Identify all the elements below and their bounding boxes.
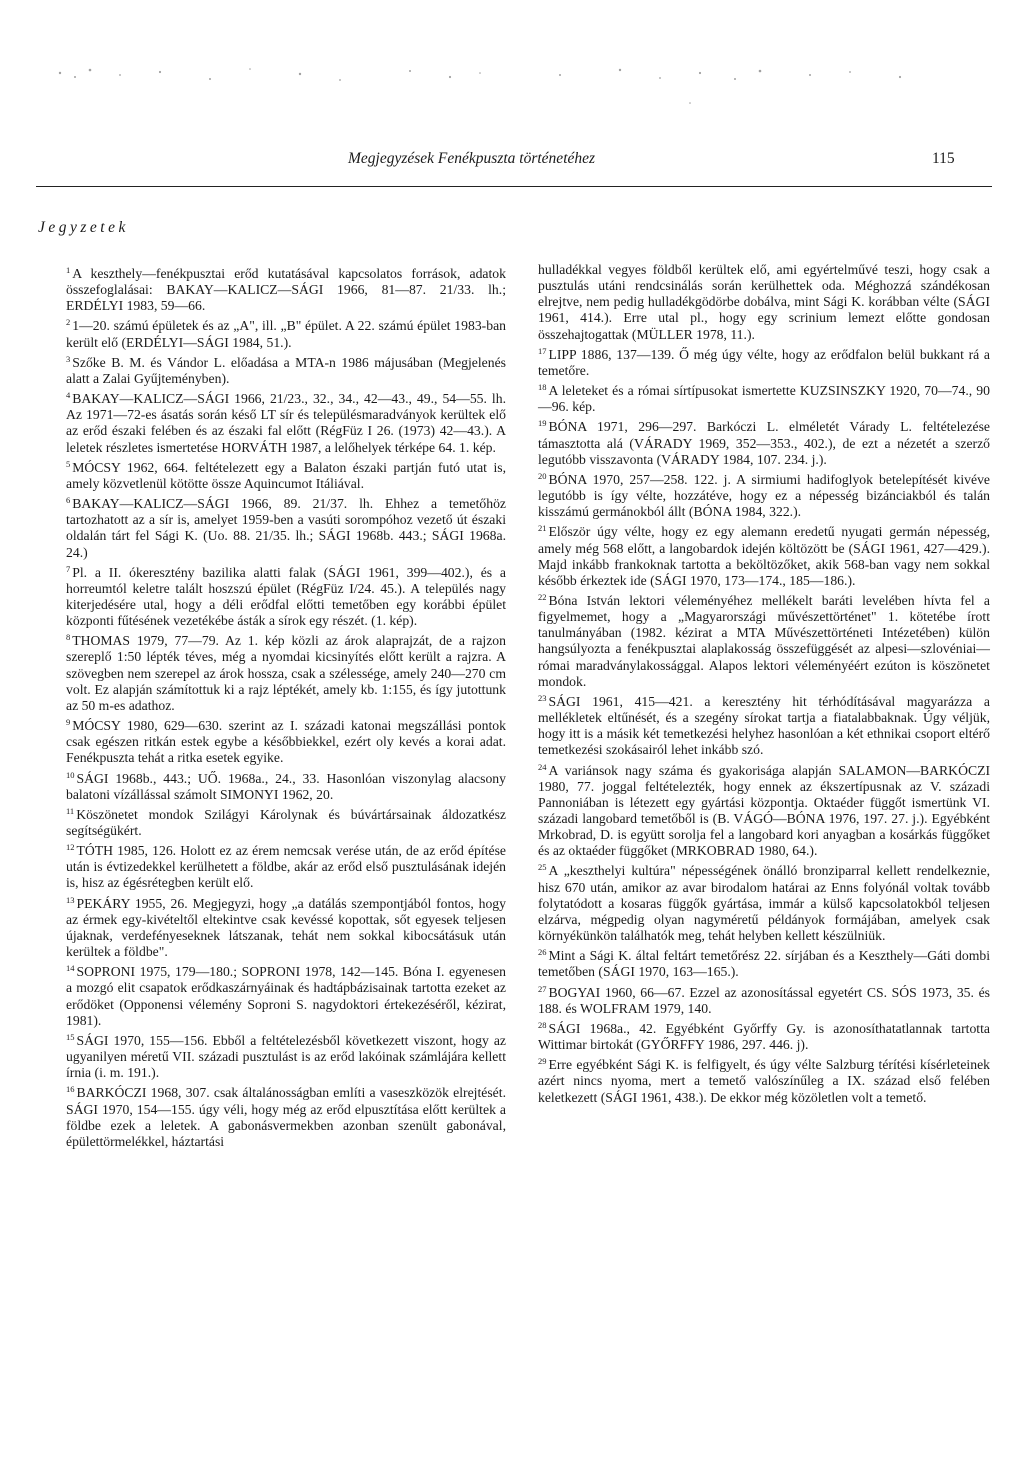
footnote-number: 10 — [66, 769, 75, 780]
footnote-text: BAKAY—KALICZ—SÁGI 1966, 89. 21/37. lh. Ehhez a temetőhöz tartozhatott az a sír is, amelyet 1959-ben a vasúti sorompóhoz vezető út északi oldalán tárt fel Sági K. (Uo. 88. 21/35. lh.; SÁGI 1968b. 443.; SÁGI 1968a. 24.) — [66, 496, 506, 560]
footnote — [66, 839, 506, 891]
footnote-number: 2 — [66, 317, 71, 328]
footnote — [66, 714, 506, 766]
footnote-text: A leleteket és a római sírtípusokat ismertette KUZSINSZKY 1920, 70—74., 90—96. kép. — [538, 383, 990, 415]
footnote-number: 1 — [66, 265, 71, 275]
left-column — [66, 262, 506, 1150]
footnote-number: 6 — [66, 495, 71, 506]
footnote — [538, 944, 990, 980]
footnote-number: 11 — [66, 805, 75, 816]
footnote-text: BARKÓCZI 1968, 307. csak általánosságban említi a vaseszközök elrejtését. SÁGI 1970, 154—155. úgy véli, hogy még az erőd elpusztítása előtt kerültek a földbe ezek a leletek. A gabonásvermekben azonban szenült gabonával, épülettörmelékkel, háztartási — [66, 1085, 506, 1149]
footnote-number: 14 — [66, 963, 75, 974]
footnote — [538, 859, 990, 944]
footnote-text: SÁGI 1961, 415—421. a keresztény hit térhódításával magyarázza a mellékletek eltűnését, és a szegény sírokat tartja a fiatalabbaknak. Úgy véljük, hogy itt is a másik két temetkezési helyhez hasonlóan a két ethnikai csoport eltérő temetkezési szokásairól lehet inkább szó. — [538, 693, 990, 758]
footnote-text: TÓTH 1985, 126. Holott ez az érem nemcsak verése után, de az erőd építése után is évtizedekkel kerülhetett a földbe, akár az erőd első pusztulásának idején is, hisz az égésrétegben került elő. — [66, 843, 506, 891]
footnote-text: A keszthely—fenékpusztai erőd kutatásával kapcsolatos források, adatok összefoglalásai: BAKAY—KALICZ—SÁGI 1966, 81—87. 21/33. lh.; ERDÉLYI 1983, 59—66. — [66, 266, 506, 314]
scan-noise-band — [0, 55, 1024, 115]
footnote — [66, 767, 506, 803]
footnote — [66, 314, 506, 350]
footnote — [66, 629, 506, 714]
footnote-number: 26 — [538, 947, 547, 958]
footnote-text: Mint a Sági K. által feltárt temetőrész 22. sírjában és a Keszthely—Gáti dombi temetőben (SÁGI 1970, 163—165.). — [538, 948, 990, 980]
footnote — [538, 520, 990, 589]
footnote-text: A „keszthelyi kultúra" népességének önálló bronziparral kellett rendelkeznie, hisz 670 után, amikor az avar birodalom határai az Enns folyónál voltak tovább folytatódott a kosaras függők gyártása, immár a külső kapcsolatokból teljesen elzárva, mégpedig olyan nagyméretű példányok formájában, amelyek csak környékünkön találhatók meg, tehát helyben kellett készülniük. — [538, 863, 990, 944]
footnote-text: hulladékkal vegyes földből kerültek elő, ami egyértelművé teszi, hogy csak a pusztulás utáni rendcsinálás során kerülhettek oda. Méghozzá szándékosan elrejtve, nem pedig hulladékgödörbe dobálva, mint Sági K. korábban vélte (SÁGI 1961, 414.). Erre utal pl., hogy egy scrinium lemezt előtte gondosan összehajtogattak (MÜLLER 1978, 11.). — [538, 262, 990, 342]
footnote-text: BÓNA 1971, 296—297. Barkóczi L. elméletét Várady L. feltételezése támasztotta alá (VÁRADY 1969, 352—353., 402.), de ezt a nézetét a szerző legutóbb visszavonta (VÁRADY 1984, 107. 234. j.). — [538, 419, 990, 467]
footnote-text: BAKAY—KALICZ—SÁGI 1966, 21/23., 32., 34., 42—43., 49., 54—55. lh. Az 1971—72-es ásatás során késő LT sír és településmaradványok kerültek elő az erőd északi felében és az északi fal előtt (RégFüz I 26. (1973) 42—43.). A leletek részletes ismertetése HORVÁTH 1987, a lelőhelyek térképe 64. 1. kép. — [66, 391, 506, 455]
page-header — [0, 150, 1024, 176]
footnote-text: THOMAS 1979, 77—79. Az 1. kép közli az árok alaprajzát, de a rajzon szereplő 1:50 lépték téves, még a nyomdai kicsinyítés előtt került a rajzra. A szövegben nem szerepel az árok hossza, csak a szélessége, amely 240—270 cm volt. Ez alapján számítottuk ki a rajz léptékét, amely kb. 1:155, és így jutottunk az 50 m-es adathoz. — [66, 633, 506, 713]
running-title: Megjegyzések Fenékpuszta történetéhez — [348, 150, 596, 167]
footnote-text: Szőke B. M. és Vándor L. előadása a MTA-n 1986 májusában (Megjelenés alatt a Zalai Gyűjteményben). — [66, 354, 506, 386]
footnote — [538, 468, 990, 520]
footnote — [66, 1081, 506, 1150]
footnote-text: A variánsok nagy száma és gyakorisága alapján SALAMON—BARKÓCZI 1980, 77. joggal feltételezték, hogy ennek az ékszertípusnak az V. századi Pannoniában is létezett egy gyártási központja. Oktaéder függőt ismertünk VI. századi langobard temetőből is (B. VÁGÓ—BÓNA 1976, 197. 27. j.). Egyébként Mrkobrad, D. is együtt sorolja fel a langobard kori anyagban a kosárkás függőket és az oktaéder függőket (MRKOBRAD 1980, 64.). — [538, 762, 990, 859]
footnote — [66, 561, 506, 630]
footnote-number: 20 — [538, 470, 547, 481]
footnote — [66, 803, 506, 839]
footnote-number: 8 — [66, 632, 71, 643]
footnote-number: 25 — [538, 862, 547, 873]
footnote-number: 12 — [66, 842, 75, 853]
footnote-number: 17 — [538, 345, 547, 356]
footnote — [538, 759, 990, 860]
footnote-number: 27 — [538, 983, 547, 994]
footnote-text: Köszönetet mondok Szilágyi Károlynak és búvártársainak áldozatkész segítségükért. — [66, 806, 506, 838]
footnote-text: MÓCSY 1962, 664. feltételezett egy a Balaton északi partján futó utat is, amely közvetlenül kötötte össze Aquincumot Itáliával. — [66, 459, 506, 491]
footnote-number: 16 — [66, 1084, 75, 1095]
footnote-number: 7 — [66, 563, 71, 574]
footnote — [538, 1053, 990, 1105]
footnote-text: BOGYAI 1960, 66—67. Ezzel az azonosítással egyetért CS. SÓS 1973, 35. és 188. és WOLFRAM 1979, 140. — [538, 984, 990, 1016]
footnote-number: 19 — [538, 418, 547, 429]
footnote — [66, 387, 506, 456]
section-heading: Jegyzetek — [38, 219, 129, 236]
page-number: 115 — [932, 150, 955, 167]
footnote — [538, 379, 990, 415]
footnote — [66, 351, 506, 387]
footnote — [538, 415, 990, 467]
footnote-number: 4 — [66, 390, 71, 401]
footnote-number: 13 — [66, 894, 75, 905]
footnote-text: Először úgy vélte, hogy ez egy alemann eredetű nyugati germán népesség, amely még 568 előtt, a langobardok idején költözött be (SÁGI 1961, 427—429.). Majd inkább frankoknak tartotta a beköltözőket, akik 568-ban vagy nem sokkal később érkeztek ide (SÁGI 1970, 173—174., 185—186.). — [538, 524, 990, 588]
footnote — [66, 262, 506, 314]
footnote-text: Bóna István lektori véleményéhez mellékelt baráti levelében hívta fel a figyelmemet, hogy a „Magyarországi művészettörténet" 1. kötetébe írott tanulmányában (1982. kézirat a MTA Művészettörténeti Intézetében) külön hangsúlyozta a fenékpusztai alaplakosság összefüggését az alpesi—szlovéniai—római maradványlakossággal. Alapos lektori véleményéért ezúton is köszönetet mondok. — [538, 592, 990, 689]
footnote-text: Erre egyébként Sági K. is felfigyelt, és úgy vélte Salzburg térítési kísérleteinek azért nincs nyoma, mert a temető valószínűleg a IX. század első felében keletkezett (SÁGI 1961, 438.). De ekkor még közöletlen volt a temető. — [538, 1057, 990, 1105]
scan-noise-graphic — [0, 55, 1024, 115]
footnote-number: 9 — [66, 717, 71, 728]
footnote — [66, 1029, 506, 1081]
footnote-text: MÓCSY 1980, 629—630. szerint az I. századi katonai megszállási pontok csak egészen ritkán estek egybe a későbbiekkel, ezért oly kevés a korai adat. Fenékpuszta tehát a ritka esetek egyike. — [66, 718, 506, 766]
footnote-text: Pl. a II. ókeresztény bazilika alatti falak (SÁGI 1961, 399—402.), és a horreumtól keletre talált hoszszú épület (RégFüz I/24. 45.). A település nagy kiterjedésére utal, hogy a déli erődfal előtti temetőben egy korábbi épület központi fűtésének vezetékébe ásták a sírok egy részét. (1. kép). — [66, 564, 506, 629]
footnote-text: SOPRONI 1975, 179—180.; SOPRONI 1978, 142—145. Bóna I. egyenesen a mozgó elit csapatok erődkaszárnyáinak és hadtápbázisainak tartotta ezeket az erődöket (Opponensi vélemény Soproni S. nagydoktori értekezéséről, kézirat, 1981). — [66, 964, 506, 1028]
footnote — [538, 690, 990, 759]
footnote — [538, 343, 990, 379]
footnote-number: 29 — [538, 1056, 547, 1067]
footnote-number: 5 — [66, 458, 71, 469]
footnote — [66, 892, 506, 961]
footnote-number: 15 — [66, 1031, 75, 1042]
header-rule — [36, 186, 992, 187]
footnote-text: SÁGI 1968a., 42. Egyébként Győrffy Gy. is azonosíthatatlannak tartotta Wittimar birtokát (GYŐRFFY 1986, 297. 446. j). — [538, 1020, 990, 1053]
footnote-number: 21 — [538, 523, 547, 534]
footnote — [66, 456, 506, 492]
footnote — [538, 589, 990, 690]
right-column — [538, 262, 990, 1106]
footnote — [66, 492, 506, 561]
footnote-text: 1—20. számú épületek és az „A", ill. „B" épület. A 22. számú épület 1983-ban került elő (ERDÉLYI—SÁGI 1984, 51.). — [66, 318, 506, 350]
footnote-number: 24 — [538, 761, 547, 772]
footnote-number: 23 — [538, 692, 547, 703]
footnote-number: 18 — [538, 382, 547, 393]
footnote — [538, 262, 990, 343]
footnote — [538, 1017, 990, 1053]
footnote — [66, 960, 506, 1029]
footnote-text: BÓNA 1970, 257—258. 122. j. A sirmiumi hadifoglyok betelepítését kivéve legutóbb is így vélte, hozzátéve, hogy ez a népesség bizánciakból és talán kisszámú germánokból állt (BÓNA 1984, 322.). — [538, 471, 990, 520]
footnote-number: 3 — [66, 353, 71, 364]
footnote — [538, 981, 990, 1017]
footnote-text: PEKÁRY 1955, 26. Megjegyzi, hogy „a datálás szempontjából fontos, hogy az érmek egy-kivételtől eltekintve csak kevéssé kopottak, sőt egyesek teljesen újaknak, verdefényeseknek látszanak, tehát nem sokkal kibocsátásuk után kerültek a földbe". — [66, 895, 506, 960]
footnote-text: LIPP 1886, 137—139. Ő még úgy vélte, hogy az erődfalon belül bukkant rá a temetőre. — [538, 346, 990, 378]
footnote-number: 22 — [538, 591, 547, 602]
footnote-text: SÁGI 1968b., 443.; UŐ. 1968a., 24., 33. Hasonlóan viszonylag alacsony balatoni vízállással számolt SIMONYI 1962, 20. — [66, 770, 506, 802]
footnote-text: SÁGI 1970, 155—156. Ebből a feltételezésből következett viszont, hogy az ugyanilyen méretű VII. századi pusztulást is az erőd lakóinak számlájára kellett írnia (i. m. 191.). — [66, 1032, 506, 1081]
footnote-number: 28 — [538, 1019, 547, 1030]
